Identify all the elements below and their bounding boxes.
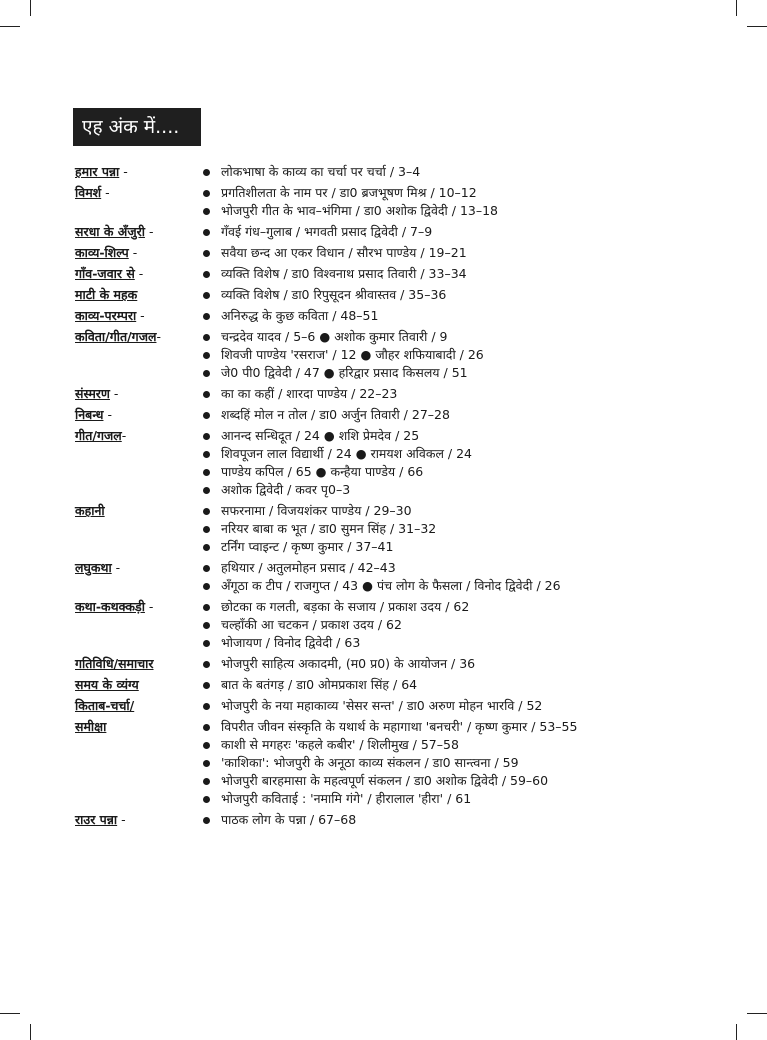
bullet-icon xyxy=(203,469,210,476)
toc-category-suffix: - xyxy=(134,266,144,281)
toc-entry-text: अशोक द्विवेदी / कवर पृ0–3 xyxy=(221,482,351,497)
toc-entry-text: विपरीत जीवन संस्कृति के यथार्थ के महागाथा 'बनचरी' / कृष्ण कुमार / 53–55 xyxy=(221,719,578,734)
bullet-icon xyxy=(203,370,210,377)
toc-category-label: निबन्ध xyxy=(75,407,104,422)
toc-entry-text: लोकभाषा के काव्य का चर्चा पर चर्चा / 3–4 xyxy=(221,164,421,179)
toc-entry-text: काशी से मगहरः 'कहले कबीर' / शिलीमुख / 57–58 xyxy=(221,737,459,752)
toc-entry-text: भोजपुरी के नया महाकाव्य 'सेसर सन्त' / डा0 अरुण मोहन भारवि / 52 xyxy=(221,698,543,713)
toc-entry xyxy=(201,406,715,424)
toc-entry xyxy=(201,520,715,538)
toc-category-label: गीत/गजल xyxy=(75,428,122,443)
toc-entry-text: भोजपुरी साहित्य अकादमी, (म0 प्र0) के आयोजन / 36 xyxy=(221,656,476,671)
toc-entry-text: सवैया छन्द आ एकर विधान / सौरभ पाण्डेय / 19–21 xyxy=(221,245,467,260)
toc-category-label: हमार पन्ना xyxy=(75,164,120,179)
toc-category xyxy=(75,265,201,283)
toc-entries xyxy=(201,406,715,424)
crop-mark xyxy=(30,1024,31,1040)
toc-entries xyxy=(201,163,715,181)
toc-category-suffix: - xyxy=(119,164,128,179)
toc-category-suffix: - xyxy=(121,428,127,443)
crop-mark xyxy=(747,26,767,27)
toc-category-label: लघुकथा xyxy=(75,560,112,575)
toc-entry-text: अनिरुद्ध के कुछ कविता / 48–51 xyxy=(221,308,379,323)
toc-entry xyxy=(201,427,715,445)
toc-entry xyxy=(201,790,715,808)
bullet-icon xyxy=(203,760,210,767)
toc-entry-text: नरियर बाबा क भूत / डा0 सुमन सिंह / 31–32 xyxy=(221,521,437,536)
bullet-icon xyxy=(203,622,210,629)
toc-category xyxy=(75,559,201,595)
toc-category-suffix: - xyxy=(109,386,119,401)
toc-section xyxy=(75,811,715,829)
toc-entry xyxy=(201,286,715,304)
bullet-icon xyxy=(203,703,210,710)
bullet-icon xyxy=(203,682,210,689)
bullet-icon xyxy=(203,169,210,176)
toc-category xyxy=(75,307,201,325)
toc-entry-text: अँगूठा क टीप / राजगुप्त / 43 ● पंच लोग के फैसला / विनोद द्विवेदी / 26 xyxy=(221,578,561,593)
bullet-icon xyxy=(203,526,210,533)
toc-entry xyxy=(201,385,715,403)
crop-mark xyxy=(0,1013,20,1014)
toc-category-suffix: - xyxy=(136,308,145,323)
toc-entry-text: आनन्द सन्धिदूत / 24 ● शशि प्रेमदेव / 25 xyxy=(221,428,420,443)
toc-category xyxy=(75,718,201,808)
toc-entries xyxy=(201,385,715,403)
toc-category xyxy=(75,502,201,556)
crop-mark xyxy=(736,0,737,16)
toc-entry xyxy=(201,538,715,556)
toc-entry-text: व्यक्ति विशेष / डा0 रिपुसूदन श्रीवास्तव / 35–36 xyxy=(221,287,447,302)
toc-section xyxy=(75,244,715,262)
bullet-icon xyxy=(203,817,210,824)
toc-category xyxy=(75,655,201,673)
bullet-icon xyxy=(203,661,210,668)
toc-entry-text: सफरनामा / विजयशंकर पाण्डेय / 29–30 xyxy=(221,503,412,518)
toc-section xyxy=(75,655,715,673)
toc-category-label: कहानी xyxy=(75,503,105,518)
toc-entry xyxy=(201,346,715,364)
toc-category-label: किताब-चर्चा/ xyxy=(75,698,135,713)
toc-entry xyxy=(201,811,715,829)
toc-category-suffix: - xyxy=(156,329,161,344)
toc-category xyxy=(75,328,201,382)
toc-category-label: कविता/गीत/गजल xyxy=(75,329,157,344)
bullet-icon xyxy=(203,724,210,731)
toc-section xyxy=(75,559,715,595)
toc-section xyxy=(75,676,715,694)
crop-mark xyxy=(30,0,31,16)
toc-category-label: सरधा के अँजुरी xyxy=(75,224,145,239)
toc-category-suffix: - xyxy=(101,185,110,200)
toc-category-label: राउर पन्ना xyxy=(75,812,118,827)
toc-category-suffix: - xyxy=(128,245,138,260)
toc-entry-text: भोजपुरी गीत के भाव–भंगिमा / डा0 अशोक द्विवेदी / 13–18 xyxy=(221,203,499,218)
toc-entry xyxy=(201,634,715,652)
toc-entry xyxy=(201,328,715,346)
toc-category-suffix: - xyxy=(117,812,126,827)
bullet-icon xyxy=(203,778,210,785)
toc-section xyxy=(75,286,715,304)
toc-entry-text: भोजपुरी बारहमासा के महत्वपूर्ण संकलन / डा0 अशोक द्विवेदी / 59–60 xyxy=(221,773,549,788)
toc-section xyxy=(75,697,715,715)
toc-section xyxy=(75,328,715,382)
toc-entries xyxy=(201,598,715,652)
toc-entry-text: भोजपुरी कविताई : 'नमामि गंगे' / हीरालाल 'हीरा' / 61 xyxy=(221,791,472,806)
toc-category-suffix: - xyxy=(111,560,121,575)
bullet-icon xyxy=(203,640,210,647)
toc-entry xyxy=(201,184,715,202)
toc-entry-text: छोटका क गलती, बड़का के सजाय / प्रकाश उदय / 62 xyxy=(221,599,470,614)
toc-category-label: माटी के महक xyxy=(75,287,138,302)
toc-entry xyxy=(201,616,715,634)
toc-section xyxy=(75,502,715,556)
bullet-icon xyxy=(203,292,210,299)
bullet-icon xyxy=(203,313,210,320)
toc-entry-text: गँवई गंध–गुलाब / भगवती प्रसाद द्विवेदी / 7–9 xyxy=(221,224,433,239)
bullet-icon xyxy=(203,451,210,458)
toc-section xyxy=(75,163,715,181)
toc-section xyxy=(75,385,715,403)
toc-entry xyxy=(201,598,715,616)
toc-entry xyxy=(201,223,715,241)
toc-entry-text: चल्हाँकी आ चटकन / प्रकाश उदय / 62 xyxy=(221,617,402,632)
toc-category xyxy=(75,598,201,652)
toc-category xyxy=(75,286,201,304)
toc-entry-text: शिवपूजन लाल विद्यार्थी / 24 ● रामयश अविकल / 24 xyxy=(221,446,473,461)
toc-entry-text: हथियार / अतुलमोहन प्रसाद / 42–43 xyxy=(221,560,396,575)
toc-entries xyxy=(201,427,715,499)
bullet-icon xyxy=(203,604,210,611)
bullet-icon xyxy=(203,352,210,359)
crop-mark xyxy=(736,1024,737,1040)
toc-entry xyxy=(201,463,715,481)
toc-entry xyxy=(201,772,715,790)
toc-category-label: विमर्श xyxy=(75,185,102,200)
bullet-icon xyxy=(203,742,210,749)
toc-category xyxy=(75,676,201,694)
toc-entries xyxy=(201,265,715,283)
toc-category xyxy=(75,385,201,403)
toc-entries xyxy=(201,244,715,262)
toc-entries xyxy=(201,718,715,808)
toc-category-label: समय के व्यंग्य xyxy=(75,677,139,692)
bullet-icon xyxy=(203,334,210,341)
bullet-icon xyxy=(203,565,210,572)
toc-entries xyxy=(201,502,715,556)
bullet-icon xyxy=(203,583,210,590)
toc-entry xyxy=(201,481,715,499)
toc-entry xyxy=(201,244,715,262)
toc-section xyxy=(75,598,715,652)
bullet-icon xyxy=(203,412,210,419)
toc-entries xyxy=(201,655,715,673)
toc-category-label: कथा-कथक्कड़ी xyxy=(75,599,145,614)
toc-entry-text: 'काशिका': भोजपुरी के अनूठा काव्य संकलन / डा0 सान्त्वना / 59 xyxy=(221,755,519,770)
toc-category xyxy=(75,697,201,715)
toc-entry-text: भोजायण / विनोद द्विवेदी / 63 xyxy=(221,635,361,650)
toc-category xyxy=(75,811,201,829)
toc-category-label: गतिविधि/समाचार xyxy=(75,656,154,671)
toc-entry xyxy=(201,307,715,325)
toc-section xyxy=(75,718,715,808)
toc-category-suffix: - xyxy=(144,599,154,614)
toc-entry xyxy=(201,265,715,283)
toc-entry-text: पाण्डेय कपिल / 65 ● कन्हैया पाण्डेय / 66 xyxy=(221,464,424,479)
toc-entry xyxy=(201,697,715,715)
toc-category xyxy=(75,223,201,241)
toc-entries xyxy=(201,184,715,220)
bullet-icon xyxy=(203,487,210,494)
toc-section xyxy=(75,307,715,325)
toc-category xyxy=(75,406,201,424)
issue-contents-heading: एह अंक में.... xyxy=(73,108,201,146)
toc-category xyxy=(75,163,201,181)
bullet-icon xyxy=(203,271,210,278)
toc-entry-text: प्रगतिशीलता के नाम पर / डा0 ब्रजभूषण मिश्र / 10–12 xyxy=(221,185,477,200)
bullet-icon xyxy=(203,250,210,257)
toc-entries xyxy=(201,286,715,304)
bullet-icon xyxy=(203,391,210,398)
crop-mark xyxy=(0,26,20,27)
toc-entry xyxy=(201,202,715,220)
toc-category xyxy=(75,244,201,262)
toc-category xyxy=(75,184,201,220)
toc-category-label: काव्य-परम्परा xyxy=(75,308,137,323)
toc-entries xyxy=(201,223,715,241)
toc-section xyxy=(75,223,715,241)
toc-entry-text: टर्निंग प्वाइन्ट / कृष्ण कुमार / 37–41 xyxy=(221,539,394,554)
toc-category xyxy=(75,427,201,499)
bullet-icon xyxy=(203,796,210,803)
toc-category-label: गाँव-जवार से xyxy=(75,266,135,281)
toc-category-suffix: - xyxy=(103,407,112,422)
toc-section xyxy=(75,427,715,499)
toc-entries xyxy=(201,676,715,694)
toc-category-label: संस्मरण xyxy=(75,386,110,401)
bullet-icon xyxy=(203,190,210,197)
toc-entry-text: शिवजी पाण्डेय 'रसराज' / 12 ● जौहर शफियाबादी / 26 xyxy=(221,347,484,362)
toc-entries xyxy=(201,811,715,829)
toc-entry xyxy=(201,736,715,754)
toc-section xyxy=(75,406,715,424)
toc-entry-text: पाठक लोग के पन्ना / 67–68 xyxy=(221,812,357,827)
toc-category-label: समीक्षा xyxy=(75,719,107,734)
crop-mark xyxy=(747,1013,767,1014)
table-of-contents xyxy=(75,163,715,832)
bullet-icon xyxy=(203,544,210,551)
toc-entry-text: व्यक्ति विशेष / डा0 विश्वनाथ प्रसाद तिवारी / 33–34 xyxy=(221,266,467,281)
toc-entries xyxy=(201,307,715,325)
toc-entry xyxy=(201,655,715,673)
bullet-icon xyxy=(203,229,210,236)
toc-section xyxy=(75,265,715,283)
toc-entry xyxy=(201,559,715,577)
toc-entry-text: चन्द्रदेव यादव / 5–6 ● अशोक कुमार तिवारी / 9 xyxy=(221,329,448,344)
toc-entries xyxy=(201,559,715,595)
toc-entries xyxy=(201,328,715,382)
toc-entry-text: शब्दहिं मोल न तोल / डा0 अर्जुन तिवारी / 27–28 xyxy=(221,407,450,422)
bullet-icon xyxy=(203,433,210,440)
toc-entry xyxy=(201,577,715,595)
toc-section xyxy=(75,184,715,220)
toc-entry xyxy=(201,163,715,181)
toc-entry-text: का का कहीं / शारदा पाण्डेय / 22–23 xyxy=(221,386,398,401)
toc-entries xyxy=(201,697,715,715)
bullet-icon xyxy=(203,208,210,215)
toc-entry-text: जे0 पी0 द्विवेदी / 47 ● हरिद्वार प्रसाद किसलय / 51 xyxy=(221,365,468,380)
toc-entry xyxy=(201,502,715,520)
toc-entry xyxy=(201,718,715,736)
toc-entry xyxy=(201,364,715,382)
toc-category-suffix: - xyxy=(144,224,154,239)
toc-entry xyxy=(201,676,715,694)
bullet-icon xyxy=(203,508,210,515)
toc-entry xyxy=(201,754,715,772)
toc-entry-text: बात के बतंगड़ / डा0 ओमप्रकाश सिंह / 64 xyxy=(221,677,418,692)
toc-entry xyxy=(201,445,715,463)
toc-category-label: काव्य-शिल्प xyxy=(75,245,129,260)
